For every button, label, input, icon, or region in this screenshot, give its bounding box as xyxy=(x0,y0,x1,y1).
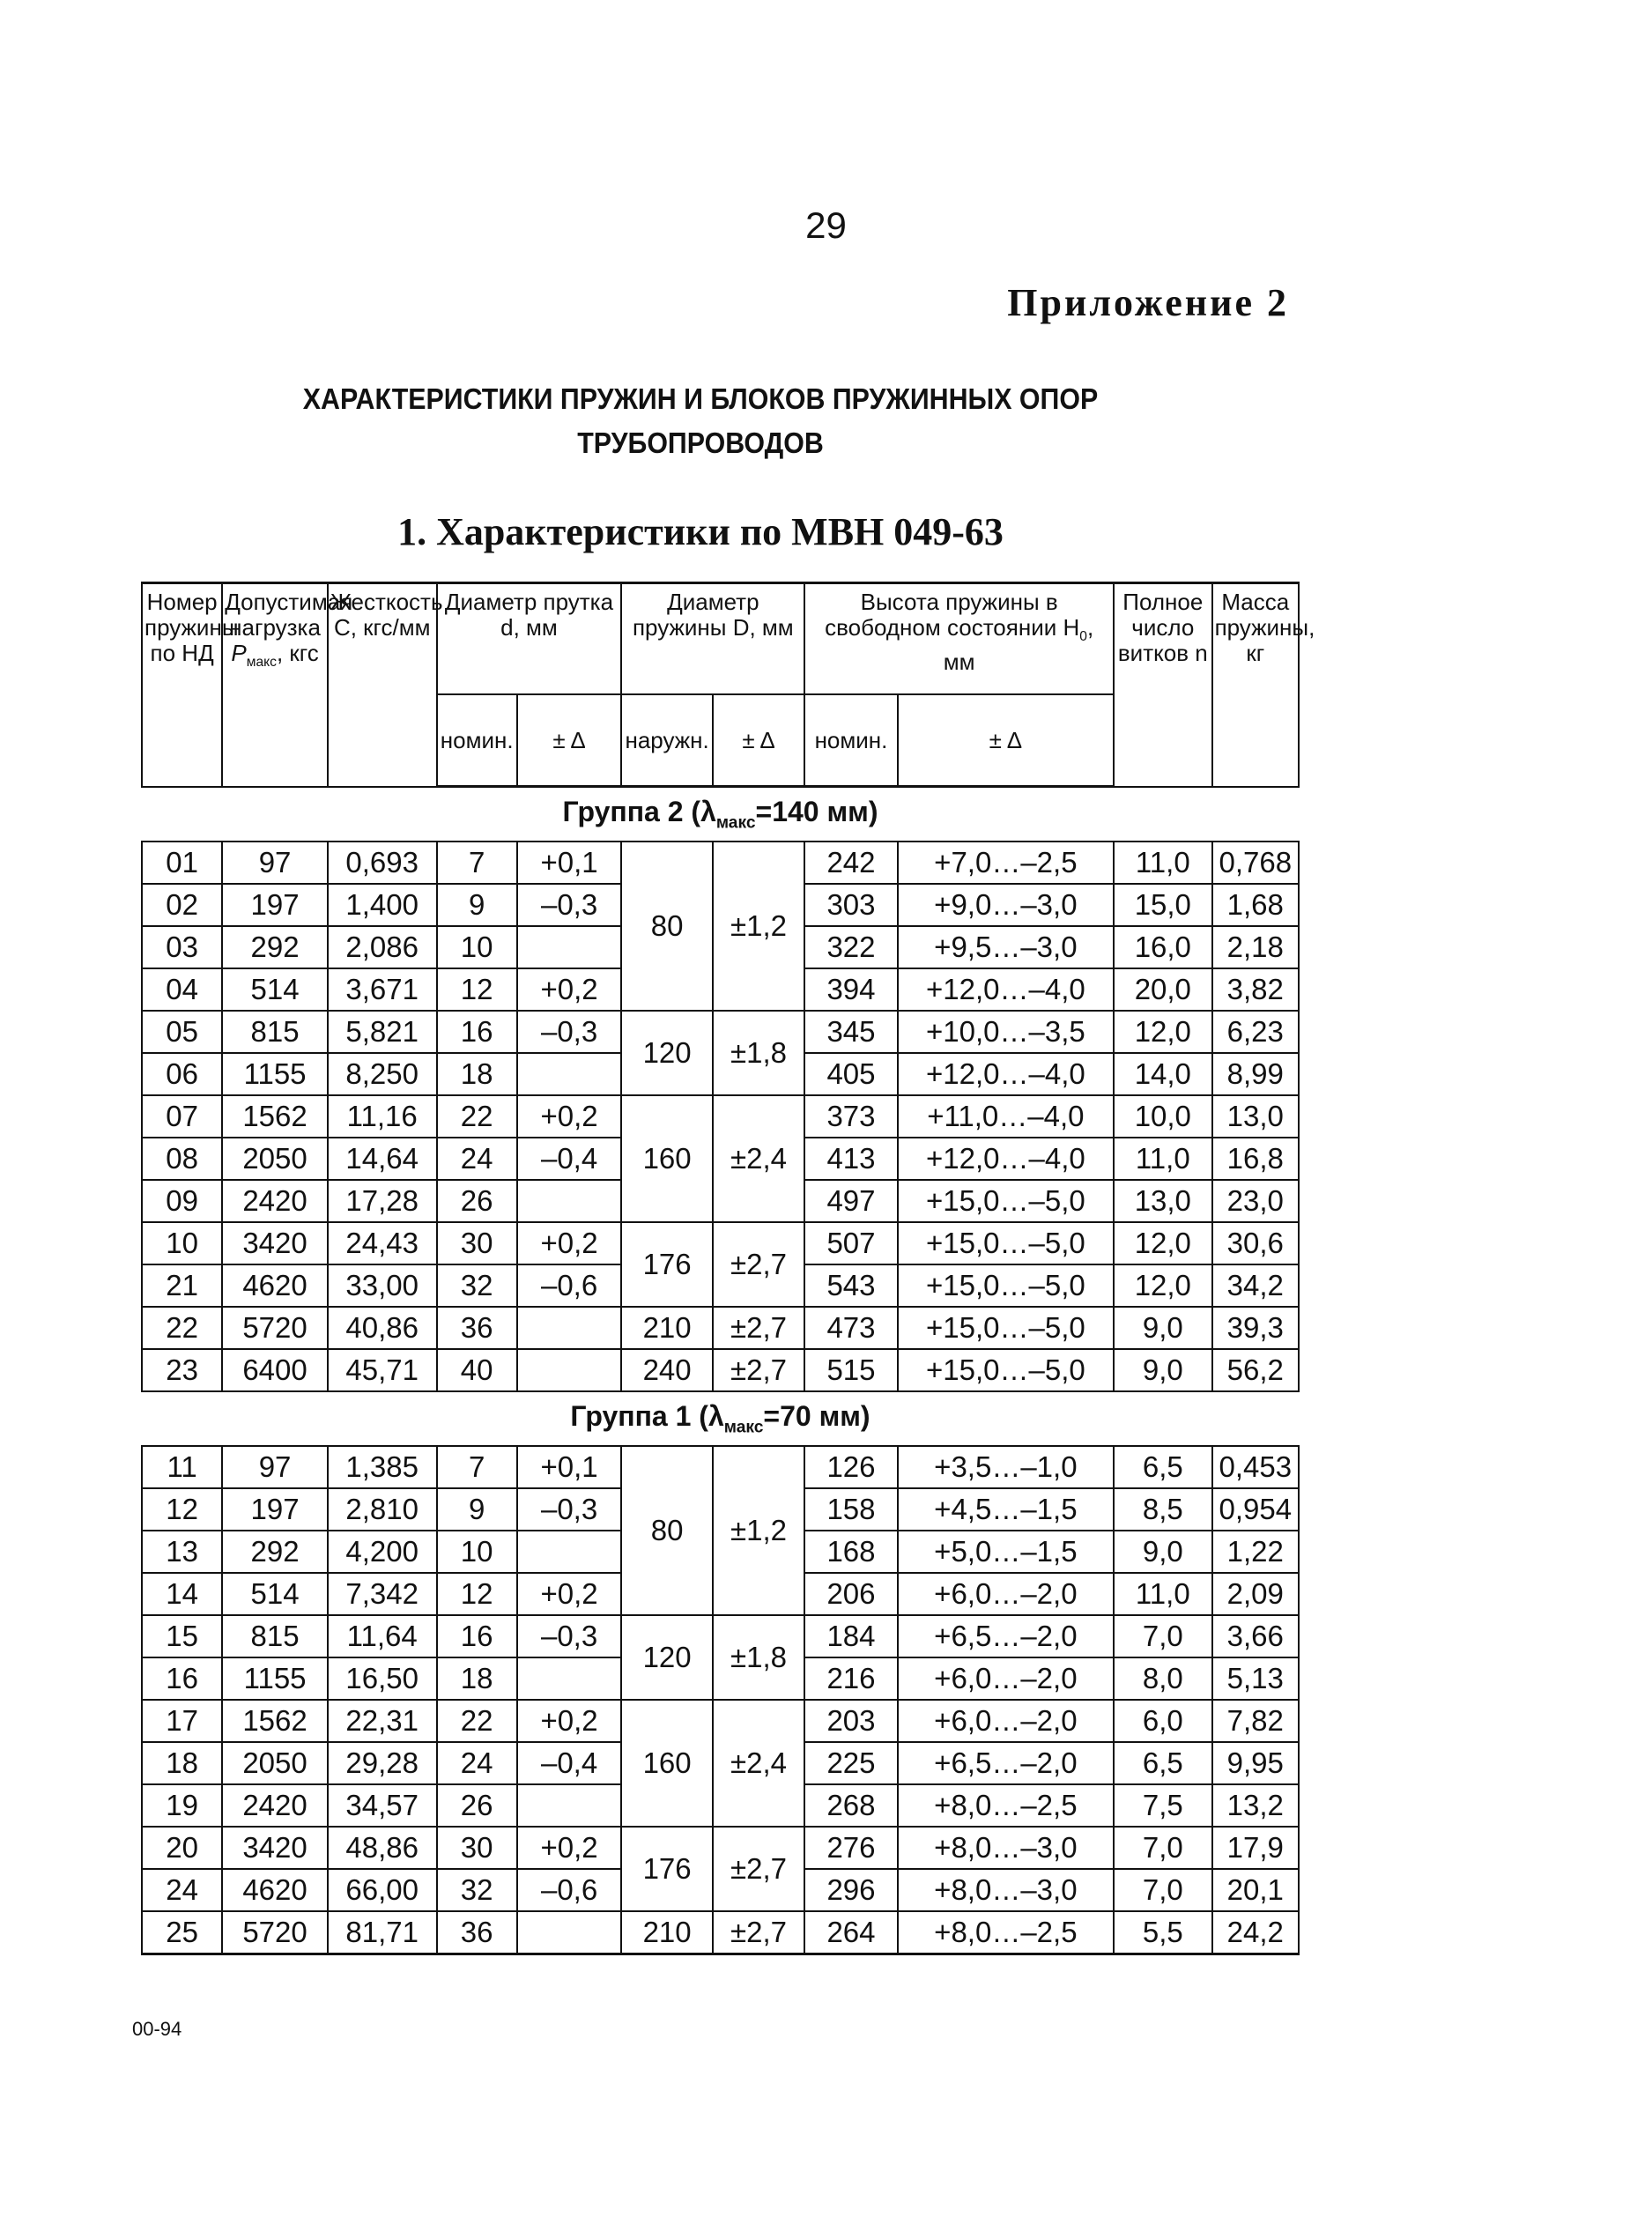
cell-number: 10 xyxy=(142,1222,222,1264)
cell-rod-diameter: 26 xyxy=(437,1180,517,1222)
cell-free-height: 225 xyxy=(804,1742,897,1784)
cell-height-tolerance: +11,0…–4,0 xyxy=(898,1095,1114,1138)
cell-mass: 5,13 xyxy=(1212,1657,1299,1700)
cell-spring-tolerance: ±2,4 xyxy=(713,1095,804,1222)
cell-number: 15 xyxy=(142,1615,222,1657)
cell-load: 197 xyxy=(222,884,328,926)
header-rod-diameter: Диаметр прутка d, мм xyxy=(437,583,622,695)
cell-rod-tolerance: +0,1 xyxy=(517,1446,622,1488)
cell-rod-tolerance: –0,4 xyxy=(517,1742,622,1784)
cell-rod-diameter: 16 xyxy=(437,1011,517,1053)
cell-free-height: 413 xyxy=(804,1138,897,1180)
cell-coils: 7,0 xyxy=(1114,1615,1212,1657)
cell-number: 05 xyxy=(142,1011,222,1053)
cell-height-tolerance: +5,0…–1,5 xyxy=(898,1531,1114,1573)
group-2-heading: Группа 2 ($\lambda_{макс}=140$ мм) xyxy=(142,787,1299,842)
cell-rod-tolerance xyxy=(517,1784,622,1827)
cell-rod-diameter: 24 xyxy=(437,1138,517,1180)
cell-free-height: 242 xyxy=(804,842,897,884)
cell-mass: 20,1 xyxy=(1212,1869,1299,1911)
cell-coils: 9,0 xyxy=(1114,1349,1212,1391)
cell-coils: 20,0 xyxy=(1114,968,1212,1011)
cell-height-tolerance: +9,0…–3,0 xyxy=(898,884,1114,926)
cell-rod-tolerance xyxy=(517,1349,622,1391)
cell-number: 16 xyxy=(142,1657,222,1700)
cell-mass: 1,22 xyxy=(1212,1531,1299,1573)
document-title-line-2: ТРУБОПРОВОДОВ xyxy=(577,426,824,459)
cell-number: 01 xyxy=(142,842,222,884)
cell-load: 1562 xyxy=(222,1700,328,1742)
footer-code: 00-94 xyxy=(132,2018,182,2040)
cell-mass: 23,0 xyxy=(1212,1180,1299,1222)
cell-load: 292 xyxy=(222,1531,328,1573)
cell-rod-tolerance: +0,2 xyxy=(517,1700,622,1742)
cell-stiffness: 40,86 xyxy=(328,1307,437,1349)
cell-coils: 8,0 xyxy=(1114,1657,1212,1700)
header-spring-number: Номер пружины по НД xyxy=(142,583,222,787)
cell-load: 6400 xyxy=(222,1349,328,1391)
cell-mass: 17,9 xyxy=(1212,1827,1299,1869)
cell-rod-tolerance xyxy=(517,1531,622,1573)
table-row xyxy=(142,1446,1299,1488)
cell-height-tolerance: +4,5…–1,5 xyxy=(898,1488,1114,1531)
cell-rod-tolerance xyxy=(517,1657,622,1700)
table-row xyxy=(142,842,1299,884)
cell-rod-tolerance: –0,6 xyxy=(517,1869,622,1911)
cell-rod-diameter: 36 xyxy=(437,1307,517,1349)
cell-rod-diameter: 22 xyxy=(437,1700,517,1742)
cell-coils: 6,5 xyxy=(1114,1742,1212,1784)
cell-spring-tolerance: ±2,7 xyxy=(713,1222,804,1307)
cell-stiffness: 66,00 xyxy=(328,1869,437,1911)
cell-mass: 9,95 xyxy=(1212,1742,1299,1784)
cell-load: 3420 xyxy=(222,1827,328,1869)
cell-rod-diameter: 30 xyxy=(437,1222,517,1264)
cell-rod-tolerance: +0,2 xyxy=(517,968,622,1011)
cell-rod-tolerance: –0,3 xyxy=(517,1615,622,1657)
cell-mass: 3,66 xyxy=(1212,1615,1299,1657)
group-2-heading-sub: макс xyxy=(715,813,756,833)
cell-stiffness: 33,00 xyxy=(328,1264,437,1307)
cell-rod-tolerance: +0,2 xyxy=(517,1222,622,1264)
cell-height-tolerance: +12,0…–4,0 xyxy=(898,1138,1114,1180)
cell-free-height: 206 xyxy=(804,1573,897,1615)
cell-coils: 11,0 xyxy=(1114,1573,1212,1615)
cell-mass: 6,23 xyxy=(1212,1011,1299,1053)
cell-rod-diameter: 9 xyxy=(437,1488,517,1531)
header-free-height-text: Высота пружины в свободном состоянии H xyxy=(825,589,1080,641)
cell-spring-tolerance: ±1,2 xyxy=(713,842,804,1011)
cell-free-height: 515 xyxy=(804,1349,897,1391)
appendix-label: Приложение 2 xyxy=(1007,281,1289,324)
cell-stiffness: 14,64 xyxy=(328,1138,437,1180)
table-row xyxy=(142,1307,1299,1349)
cell-rod-diameter: 12 xyxy=(437,968,517,1011)
table-row xyxy=(142,1827,1299,1869)
cell-free-height: 126 xyxy=(804,1446,897,1488)
cell-spring-diameter: 160 xyxy=(621,1700,712,1827)
cell-height-tolerance: +8,0…–2,5 xyxy=(898,1784,1114,1827)
group-1-heading: Группа 1 ($\lambda_{макс}=70$ мм) xyxy=(142,1391,1299,1446)
cell-height-tolerance: +10,0…–3,5 xyxy=(898,1011,1114,1053)
cell-coils: 11,0 xyxy=(1114,1138,1212,1180)
cell-rod-tolerance xyxy=(517,1053,622,1095)
header-load-sub: макс xyxy=(246,655,277,671)
cell-rod-tolerance: –0,4 xyxy=(517,1138,622,1180)
cell-stiffness: 2,810 xyxy=(328,1488,437,1531)
header-spring-outer: наружн. xyxy=(621,694,712,787)
cell-spring-diameter: 176 xyxy=(621,1827,712,1911)
cell-rod-diameter: 10 xyxy=(437,1531,517,1573)
table-row xyxy=(142,1615,1299,1657)
cell-spring-diameter: 120 xyxy=(621,1011,712,1095)
cell-spring-diameter: 80 xyxy=(621,842,712,1011)
cell-rod-tolerance: +0,1 xyxy=(517,842,622,884)
cell-mass: 13,0 xyxy=(1212,1095,1299,1138)
cell-mass: 8,99 xyxy=(1212,1053,1299,1095)
cell-coils: 7,5 xyxy=(1114,1784,1212,1827)
cell-mass: 39,3 xyxy=(1212,1307,1299,1349)
cell-free-height: 394 xyxy=(804,968,897,1011)
header-spring-diameter: Диаметр пружины D, мм xyxy=(621,583,804,695)
cell-stiffness: 48,86 xyxy=(328,1827,437,1869)
cell-spring-diameter: 176 xyxy=(621,1222,712,1307)
cell-height-tolerance: +6,0…–2,0 xyxy=(898,1573,1114,1615)
cell-free-height: 158 xyxy=(804,1488,897,1531)
cell-rod-diameter: 32 xyxy=(437,1264,517,1307)
cell-number: 09 xyxy=(142,1180,222,1222)
table-row xyxy=(142,1011,1299,1053)
table-body xyxy=(142,787,1299,1954)
cell-height-tolerance: +6,5…–2,0 xyxy=(898,1615,1114,1657)
cell-coils: 7,0 xyxy=(1114,1827,1212,1869)
cell-load: 1155 xyxy=(222,1053,328,1095)
cell-rod-diameter: 7 xyxy=(437,1446,517,1488)
cell-height-tolerance: +7,0…–2,5 xyxy=(898,842,1114,884)
table-row xyxy=(142,1222,1299,1264)
cell-spring-tolerance: ±1,8 xyxy=(713,1615,804,1700)
cell-number: 11 xyxy=(142,1446,222,1488)
cell-load: 1562 xyxy=(222,1095,328,1138)
cell-spring-diameter: 80 xyxy=(621,1446,712,1615)
cell-stiffness: 1,400 xyxy=(328,884,437,926)
cell-coils: 14,0 xyxy=(1114,1053,1212,1095)
cell-rod-tolerance: +0,2 xyxy=(517,1573,622,1615)
document-title xyxy=(56,377,1345,465)
cell-rod-diameter: 32 xyxy=(437,1869,517,1911)
cell-number: 06 xyxy=(142,1053,222,1095)
cell-coils: 10,0 xyxy=(1114,1095,1212,1138)
header-allowed-load-text: Допустимая нагрузка xyxy=(225,589,353,641)
table-row xyxy=(142,1911,1299,1954)
cell-number: 25 xyxy=(142,1911,222,1954)
cell-rod-diameter: 9 xyxy=(437,884,517,926)
cell-stiffness: 7,342 xyxy=(328,1573,437,1615)
cell-number: 21 xyxy=(142,1264,222,1307)
cell-stiffness: 16,50 xyxy=(328,1657,437,1700)
cell-rod-tolerance: +0,2 xyxy=(517,1095,622,1138)
cell-rod-diameter: 10 xyxy=(437,926,517,968)
cell-load: 2050 xyxy=(222,1138,328,1180)
cell-coils: 16,0 xyxy=(1114,926,1212,968)
table-row xyxy=(142,1349,1299,1391)
cell-spring-diameter: 120 xyxy=(621,1615,712,1700)
cell-mass: 0,453 xyxy=(1212,1446,1299,1488)
group-1-heading-sub: макс xyxy=(723,1418,764,1437)
cell-number: 23 xyxy=(142,1349,222,1391)
cell-number: 18 xyxy=(142,1742,222,1784)
cell-load: 2420 xyxy=(222,1784,328,1827)
cell-rod-tolerance xyxy=(517,926,622,968)
cell-free-height: 216 xyxy=(804,1657,897,1700)
cell-height-tolerance: +6,0…–2,0 xyxy=(898,1700,1114,1742)
cell-free-height: 168 xyxy=(804,1531,897,1573)
cell-number: 24 xyxy=(142,1869,222,1911)
cell-spring-diameter: 160 xyxy=(621,1095,712,1222)
cell-number: 19 xyxy=(142,1784,222,1827)
cell-load: 2420 xyxy=(222,1180,328,1222)
cell-stiffness: 11,64 xyxy=(328,1615,437,1657)
cell-load: 4620 xyxy=(222,1264,328,1307)
cell-rod-diameter: 16 xyxy=(437,1615,517,1657)
cell-spring-tolerance: ±2,7 xyxy=(713,1827,804,1911)
cell-mass: 3,82 xyxy=(1212,968,1299,1011)
cell-free-height: 405 xyxy=(804,1053,897,1095)
cell-spring-diameter: 210 xyxy=(621,1911,712,1954)
cell-coils: 9,0 xyxy=(1114,1307,1212,1349)
table-row xyxy=(142,1700,1299,1742)
section-title: 1. Характеристики по МВН 049-63 xyxy=(397,510,1004,553)
cell-free-height: 184 xyxy=(804,1615,897,1657)
cell-coils: 15,0 xyxy=(1114,884,1212,926)
cell-load: 292 xyxy=(222,926,328,968)
cell-height-tolerance: +3,5…–1,0 xyxy=(898,1446,1114,1488)
cell-height-tolerance: +8,0…–3,0 xyxy=(898,1827,1114,1869)
cell-free-height: 345 xyxy=(804,1011,897,1053)
cell-stiffness: 0,693 xyxy=(328,842,437,884)
header-spring-delta: ± Δ xyxy=(713,694,804,787)
cell-height-tolerance: +6,5…–2,0 xyxy=(898,1742,1114,1784)
cell-coils: 7,0 xyxy=(1114,1869,1212,1911)
cell-rod-diameter: 22 xyxy=(437,1095,517,1138)
header-load-symbol: P xyxy=(231,640,247,666)
header-coil-count: Полное число витков n xyxy=(1114,583,1212,787)
cell-free-height: 276 xyxy=(804,1827,897,1869)
cell-height-tolerance: +12,0…–4,0 xyxy=(898,968,1114,1011)
cell-free-height: 543 xyxy=(804,1264,897,1307)
cell-coils: 5,5 xyxy=(1114,1911,1212,1954)
cell-coils: 11,0 xyxy=(1114,842,1212,884)
cell-mass: 24,2 xyxy=(1212,1911,1299,1954)
cell-rod-tolerance: –0,3 xyxy=(517,1011,622,1053)
cell-height-tolerance: +15,0…–5,0 xyxy=(898,1307,1114,1349)
cell-rod-tolerance xyxy=(517,1911,622,1954)
springs-table xyxy=(141,582,1315,1955)
table-row xyxy=(142,1095,1299,1138)
header-free-height xyxy=(804,583,1114,695)
cell-free-height: 203 xyxy=(804,1700,897,1742)
cell-number: 13 xyxy=(142,1531,222,1573)
cell-stiffness: 17,28 xyxy=(328,1180,437,1222)
cell-stiffness: 81,71 xyxy=(328,1911,437,1954)
cell-rod-tolerance: –0,3 xyxy=(517,1488,622,1531)
cell-stiffness: 22,31 xyxy=(328,1700,437,1742)
cell-number: 07 xyxy=(142,1095,222,1138)
cell-rod-diameter: 36 xyxy=(437,1911,517,1954)
cell-height-tolerance: +8,0…–3,0 xyxy=(898,1869,1114,1911)
cell-rod-diameter: 26 xyxy=(437,1784,517,1827)
cell-spring-tolerance: ±2,7 xyxy=(713,1349,804,1391)
cell-spring-tolerance: ±2,7 xyxy=(713,1307,804,1349)
cell-free-height: 373 xyxy=(804,1095,897,1138)
cell-mass: 0,954 xyxy=(1212,1488,1299,1531)
cell-coils: 9,0 xyxy=(1114,1531,1212,1573)
header-load-unit: , кгс xyxy=(276,640,319,666)
cell-spring-diameter: 240 xyxy=(621,1349,712,1391)
cell-rod-diameter: 30 xyxy=(437,1827,517,1869)
cell-coils: 8,5 xyxy=(1114,1488,1212,1531)
header-allowed-load xyxy=(222,583,353,787)
cell-stiffness: 2,086 xyxy=(328,926,437,968)
cell-number: 14 xyxy=(142,1573,222,1615)
cell-rod-tolerance xyxy=(517,1307,622,1349)
cell-stiffness: 4,200 xyxy=(328,1531,437,1573)
cell-mass: 13,2 xyxy=(1212,1784,1299,1827)
document-title-line-1: ХАРАКТЕРИСТИКИ ПРУЖИН И БЛОКОВ ПРУЖИННЫХ ОПОР xyxy=(302,382,1099,415)
cell-number: 20 xyxy=(142,1827,222,1869)
cell-rod-diameter: 7 xyxy=(437,842,517,884)
cell-mass: 1,68 xyxy=(1212,884,1299,926)
cell-number: 22 xyxy=(142,1307,222,1349)
cell-load: 197 xyxy=(222,1488,328,1531)
cell-spring-tolerance: ±2,7 xyxy=(713,1911,804,1954)
cell-load: 97 xyxy=(222,1446,328,1488)
cell-coils: 12,0 xyxy=(1114,1011,1212,1053)
cell-load: 4620 xyxy=(222,1869,328,1911)
cell-mass: 2,18 xyxy=(1212,926,1299,968)
table-header xyxy=(142,583,1315,787)
header-rod-delta: ± Δ xyxy=(517,694,622,787)
cell-mass: 0,768 xyxy=(1212,842,1299,884)
cell-load: 5720 xyxy=(222,1911,328,1954)
cell-mass: 7,82 xyxy=(1212,1700,1299,1742)
cell-free-height: 507 xyxy=(804,1222,897,1264)
cell-mass: 34,2 xyxy=(1212,1264,1299,1307)
cell-stiffness: 5,821 xyxy=(328,1011,437,1053)
cell-spring-tolerance: ±1,8 xyxy=(713,1011,804,1095)
cell-spring-tolerance: ±1,2 xyxy=(713,1446,804,1615)
cell-number: 12 xyxy=(142,1488,222,1531)
cell-rod-diameter: 18 xyxy=(437,1657,517,1700)
cell-stiffness: 3,671 xyxy=(328,968,437,1011)
cell-rod-tolerance: –0,6 xyxy=(517,1264,622,1307)
header-height-nominal: номин. xyxy=(804,694,897,787)
cell-number: 03 xyxy=(142,926,222,968)
cell-coils: 13,0 xyxy=(1114,1180,1212,1222)
cell-mass: 16,8 xyxy=(1212,1138,1299,1180)
cell-load: 514 xyxy=(222,968,328,1011)
cell-stiffness: 34,57 xyxy=(328,1784,437,1827)
cell-spring-diameter: 210 xyxy=(621,1307,712,1349)
cell-height-tolerance: +9,5…–3,0 xyxy=(898,926,1114,968)
cell-free-height: 322 xyxy=(804,926,897,968)
cell-load: 815 xyxy=(222,1011,328,1053)
cell-stiffness: 8,250 xyxy=(328,1053,437,1095)
cell-stiffness: 24,43 xyxy=(328,1222,437,1264)
cell-stiffness: 45,71 xyxy=(328,1349,437,1391)
header-free-height-unit: , мм xyxy=(943,614,1094,676)
cell-height-tolerance: +15,0…–5,0 xyxy=(898,1222,1114,1264)
cell-coils: 6,5 xyxy=(1114,1446,1212,1488)
cell-number: 02 xyxy=(142,884,222,926)
cell-height-tolerance: +15,0…–5,0 xyxy=(898,1180,1114,1222)
page-number: 29 xyxy=(805,204,847,246)
header-rod-nominal: номин. xyxy=(437,694,517,787)
cell-rod-tolerance: –0,3 xyxy=(517,884,622,926)
cell-free-height: 296 xyxy=(804,1869,897,1911)
cell-free-height: 303 xyxy=(804,884,897,926)
cell-height-tolerance: +15,0…–5,0 xyxy=(898,1264,1114,1307)
cell-mass: 2,09 xyxy=(1212,1573,1299,1615)
cell-number: 17 xyxy=(142,1700,222,1742)
cell-coils: 12,0 xyxy=(1114,1264,1212,1307)
header-mass: Масса пружины, кг xyxy=(1212,583,1299,787)
cell-free-height: 264 xyxy=(804,1911,897,1954)
cell-load: 815 xyxy=(222,1615,328,1657)
header-height-delta: ± Δ xyxy=(898,694,1114,787)
cell-spring-tolerance: ±2,4 xyxy=(713,1700,804,1827)
cell-height-tolerance: +6,0…–2,0 xyxy=(898,1657,1114,1700)
cell-height-tolerance: +12,0…–4,0 xyxy=(898,1053,1114,1095)
cell-number: 04 xyxy=(142,968,222,1011)
cell-free-height: 473 xyxy=(804,1307,897,1349)
cell-free-height: 268 xyxy=(804,1784,897,1827)
springs-table-wrapper xyxy=(141,582,1315,1955)
cell-load: 514 xyxy=(222,1573,328,1615)
cell-rod-tolerance xyxy=(517,1180,622,1222)
cell-rod-diameter: 40 xyxy=(437,1349,517,1391)
cell-stiffness: 1,385 xyxy=(328,1446,437,1488)
cell-number: 08 xyxy=(142,1138,222,1180)
cell-height-tolerance: +8,0…–2,5 xyxy=(898,1911,1114,1954)
cell-coils: 6,0 xyxy=(1114,1700,1212,1742)
cell-rod-diameter: 24 xyxy=(437,1742,517,1784)
cell-height-tolerance: +15,0…–5,0 xyxy=(898,1349,1114,1391)
cell-load: 1155 xyxy=(222,1657,328,1700)
cell-load: 97 xyxy=(222,842,328,884)
cell-load: 2050 xyxy=(222,1742,328,1784)
cell-free-height: 497 xyxy=(804,1180,897,1222)
cell-stiffness: 11,16 xyxy=(328,1095,437,1138)
cell-load: 3420 xyxy=(222,1222,328,1264)
cell-mass: 56,2 xyxy=(1212,1349,1299,1391)
cell-rod-tolerance: +0,2 xyxy=(517,1827,622,1869)
header-free-height-sub: 0 xyxy=(1079,629,1087,645)
cell-stiffness: 29,28 xyxy=(328,1742,437,1784)
cell-coils: 12,0 xyxy=(1114,1222,1212,1264)
cell-mass: 30,6 xyxy=(1212,1222,1299,1264)
cell-rod-diameter: 18 xyxy=(437,1053,517,1095)
cell-rod-diameter: 12 xyxy=(437,1573,517,1615)
cell-load: 5720 xyxy=(222,1307,328,1349)
header-stiffness: Жесткость С, кгс/мм xyxy=(328,583,437,787)
